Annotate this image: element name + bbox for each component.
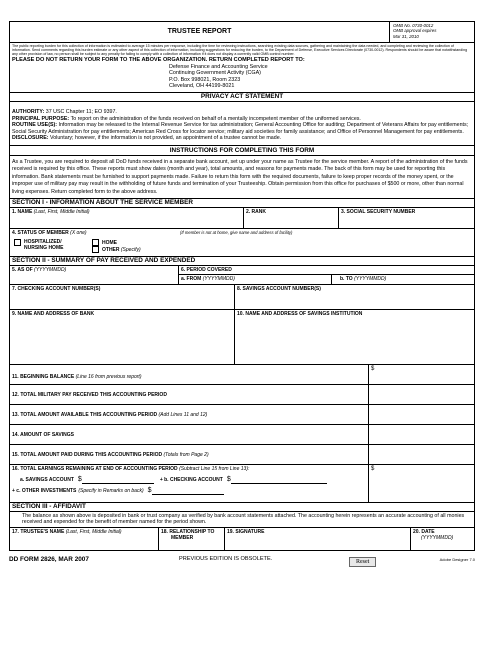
return-notice: PLEASE DO NOT RETURN YOUR FORM TO THE ABOVE ORGANIZATION. RETURN COMPLETED REPORT TO: bbox=[12, 57, 305, 64]
section-3-title: SECTION III - AFFIDAVIT bbox=[10, 502, 474, 511]
option-other[interactable] bbox=[92, 246, 141, 253]
signature-label: 19. SIGNATURE bbox=[227, 529, 265, 536]
disclosure-text: Voluntary; however, if the information is not provided, an appointment of a trustee cannot be made. bbox=[48, 135, 282, 142]
authority-text: 37 USC Chapter 11; EO 9397. bbox=[44, 109, 117, 116]
line-13-row bbox=[10, 404, 474, 424]
line-11-hint: (Line 16 from previous report) bbox=[75, 373, 142, 380]
address-line: Cleveland, OH 44199-8021 bbox=[169, 82, 235, 89]
line-15-label bbox=[10, 445, 368, 464]
burden-block bbox=[10, 42, 474, 92]
dollar-sign: $ bbox=[371, 465, 375, 472]
home-checkbox[interactable] bbox=[92, 239, 99, 246]
line-16-block bbox=[10, 465, 368, 502]
form-id: DD FORM 2826, MAR 2007 bbox=[9, 555, 89, 563]
omb-block bbox=[389, 22, 474, 42]
savings-number-label: 8. SAVINGS ACCOUNT NUMBER(S) bbox=[237, 285, 321, 292]
field-bank[interactable] bbox=[10, 310, 234, 364]
field-date[interactable] bbox=[410, 528, 474, 550]
privacy-text bbox=[10, 102, 474, 145]
line-16-text: 16. TOTAL EARNINGS REMAINING AT END OF ACCOUNTING PERIOD bbox=[12, 465, 178, 472]
line-12-row bbox=[10, 384, 474, 404]
field-trustee-name[interactable] bbox=[10, 528, 158, 550]
reset-button[interactable]: Reset bbox=[349, 557, 376, 567]
trustee-report-form bbox=[9, 21, 475, 566]
section-1-row-b bbox=[10, 228, 474, 256]
section-2-row-a bbox=[10, 265, 474, 284]
line-11-text: 11. BEGINNING BALANCE bbox=[12, 373, 75, 380]
to-label: b. TO bbox=[340, 275, 353, 282]
field-status-label: 4. STATUS OF MEMBER bbox=[12, 229, 69, 236]
from-label: a. FROM bbox=[181, 276, 202, 283]
routine-label: ROUTINE USE(S): bbox=[12, 122, 58, 129]
instructions-section bbox=[10, 145, 474, 198]
other-hint: (Specify) bbox=[120, 246, 141, 253]
disclosure-label: DISCLOSURE: bbox=[12, 135, 49, 142]
line-16-row bbox=[10, 464, 474, 502]
line-14-row bbox=[10, 424, 474, 444]
line-15-row bbox=[10, 444, 474, 464]
relationship-label: 18. RELATIONSHIP TO bbox=[161, 529, 215, 536]
line-15-text: 15. TOTAL AMOUNT PAID DURING THIS ACCOUNTING PERIOD bbox=[12, 451, 163, 458]
trustee-name-hint: (Last, First, Middle Initial) bbox=[65, 529, 122, 536]
line-16a-dollar: $ bbox=[77, 476, 82, 484]
facility-field[interactable] bbox=[178, 229, 474, 256]
line-13-text: 13. TOTAL AMOUNT AVAILABLE THIS ACCOUNTING PERIOD bbox=[12, 411, 158, 418]
form-title: TRUSTEE REPORT bbox=[167, 28, 232, 35]
field-ssn-label: 3. SOCIAL SECURITY NUMBER bbox=[341, 208, 416, 215]
option-home[interactable] bbox=[92, 239, 141, 246]
form-frame bbox=[9, 21, 475, 551]
routine-text: Information may be released to the Internal Revenue Service for tax administration; General Accounting Office for auditing; Department of Veterans Affairs for pay entitlements; Social Security Administration for pay entitlements; American Red Cross for locator service; military aid societies for family assistance; and Office of Personnel Management for pay entitlements. bbox=[12, 122, 469, 135]
from-hint: (YYYYMMDD) bbox=[202, 276, 235, 283]
affidavit-text: The balance as shown above is deposited in bank or trust company as verified by bank account statements attached. The accounting herein represents an accurate accounting of all monies received and expended for the benefit of member named for the period shown. bbox=[10, 511, 474, 528]
privacy-title: PRIVACY ACT STATEMENT bbox=[10, 93, 474, 102]
instructions-text: As a Trustee, you are required to deposit all DoD funds received in a separate bank account, set up under your name as Trustee for the service member. A report of the administration of the funds received is required by this office. These reports must show dates (month and year), total amounts, and reasons for payments made. The back of this form may be used for reporting this information. Bank statements must be furnished to support payments made. Failure to return this form with the required documents, failure to keep proper records of the money spent, or the improper use of military pay may result in the withholding of future funds and termination of your Trusteeship. Obtain permission from this office for purchases of $500 or more, other than normal living expenses. Return completed form to the above address. bbox=[12, 158, 468, 195]
dollar-sign: $ bbox=[371, 365, 375, 372]
section-1-row-a bbox=[10, 207, 474, 228]
home-label: HOME bbox=[102, 239, 117, 246]
field-signature[interactable] bbox=[224, 528, 410, 550]
field-period bbox=[178, 266, 474, 284]
line-16a-label: a. SAVINGS ACCOUNT bbox=[20, 477, 74, 484]
savings-institution-label: 10. NAME AND ADDRESS OF SAVINGS INSTITUTION bbox=[237, 310, 363, 317]
address-line: Defense Finance and Accounting Service bbox=[169, 64, 268, 71]
field-checking-number[interactable] bbox=[10, 285, 234, 309]
line-16c-label: + c. OTHER INVESTMENTS bbox=[12, 488, 77, 495]
field-rank[interactable] bbox=[243, 208, 338, 228]
obsolete-note: PREVIOUS EDITION IS OBSOLETE. bbox=[179, 556, 273, 563]
checking-number-label: 7. CHECKING ACCOUNT NUMBER(S) bbox=[12, 285, 101, 292]
field-ssn[interactable] bbox=[338, 208, 474, 228]
field-rank-label: 2. RANK bbox=[246, 208, 267, 215]
line-12-amount[interactable] bbox=[368, 385, 474, 404]
field-savings-institution[interactable] bbox=[234, 310, 474, 364]
section-2-row-c bbox=[10, 309, 474, 364]
as-of-label: 5. AS OF bbox=[12, 266, 33, 273]
date-label: 20. DATE bbox=[413, 529, 435, 536]
trustee-name-label: 17. TRUSTEE'S NAME bbox=[12, 529, 65, 536]
field-to[interactable] bbox=[331, 275, 474, 284]
other-label: OTHER bbox=[102, 246, 120, 253]
line-13-label bbox=[10, 405, 368, 424]
line-11-amount[interactable] bbox=[368, 365, 474, 384]
line-14-amount[interactable] bbox=[368, 425, 474, 444]
relationship-label-member: MEMBER bbox=[171, 535, 194, 542]
line-16-amount[interactable] bbox=[368, 465, 474, 502]
line-13-amount[interactable] bbox=[368, 405, 474, 424]
line-13-hint: (Add Lines 11 and 12) bbox=[158, 411, 208, 418]
reset-wrap bbox=[349, 550, 429, 568]
field-as-of[interactable] bbox=[10, 266, 178, 284]
line-11-row bbox=[10, 364, 474, 384]
line-16a-input[interactable] bbox=[82, 477, 154, 484]
purpose-text: To report on the administration of the funds received on behalf of a mentally incompetent member of the uniformed services. bbox=[69, 115, 361, 122]
field-status bbox=[10, 229, 178, 256]
as-of-hint: (YYYYMMDD) bbox=[34, 266, 67, 273]
date-hint: (YYYYMMDD) bbox=[421, 535, 454, 542]
designer-note: Adobe Designer 7.0 bbox=[439, 556, 475, 562]
address-line: Continuing Government Activity (CGA) bbox=[169, 70, 261, 77]
period-label: 6. PERIOD COVERED bbox=[181, 266, 232, 273]
line-11-label bbox=[10, 365, 368, 384]
field-name[interactable] bbox=[10, 208, 243, 228]
field-relationship[interactable] bbox=[158, 528, 224, 550]
omb-date: Mar 31, 2010 bbox=[393, 33, 419, 39]
line-12-label: 12. TOTAL MILITARY PAY RECEIVED THIS ACCOUNTING PERIOD bbox=[12, 391, 167, 398]
field-name-label: 1. NAME bbox=[12, 208, 33, 215]
line-15-hint: (Totals from Page 2) bbox=[163, 451, 209, 458]
section-1-title: SECTION I - INFORMATION ABOUT THE SERVICE MEMBER bbox=[10, 198, 474, 207]
omb-approval: OMB approval expires bbox=[393, 28, 437, 34]
form-header bbox=[10, 22, 474, 42]
field-savings-number[interactable] bbox=[234, 285, 474, 309]
line-15-amount[interactable] bbox=[368, 445, 474, 464]
nursing-home-label: NURSING HOME bbox=[24, 244, 64, 251]
to-hint: (YYYYMMDD) bbox=[354, 275, 387, 282]
line-16-hint: (Subtract Line 15 from Line 13): bbox=[179, 465, 250, 472]
line-16c-hint: (Specify in Remarks on back) bbox=[78, 488, 144, 495]
facility-note: (If member is not at home, give name and address of facility) bbox=[180, 229, 293, 235]
line-16b-label: + b. CHECKING ACCOUNT bbox=[159, 477, 223, 484]
hospitalized-label: HOSPITALIZED/ bbox=[24, 238, 62, 245]
line-16b-input[interactable] bbox=[231, 477, 327, 484]
instructions-title: INSTRUCTIONS FOR COMPLETING THIS FORM bbox=[10, 146, 474, 156]
field-name-hint: (Last, First, Middle Initial) bbox=[33, 208, 90, 215]
option-hospitalized[interactable] bbox=[12, 239, 92, 253]
field-from[interactable] bbox=[179, 276, 331, 282]
omb-number: OMB No. 0730-0012 bbox=[393, 23, 434, 28]
other-checkbox[interactable] bbox=[92, 246, 99, 253]
field-status-hint: (X one) bbox=[70, 229, 87, 236]
burden-text: The public reporting burden for this collection of information is estimated to average 15 minutes per response, including the time for reviewing instructions, searching existing data sources, gathering and maintaining the data needed, and completing and reviewing the collection of information. Send comments regarding this burden estimate or any other aspect of this collection of information, including suggestions for reducing the burden, to the Department of Defense, Executive Services Directorate (0730-0012). Respondents should be aware that notwithstanding any other provision of law, no person shall be subject to any penalty for failing to comply with a collection of information if it does not display a currently valid OMB control number. bbox=[12, 44, 468, 57]
section-2-row-b bbox=[10, 284, 474, 309]
authority-label: AUTHORITY: bbox=[12, 109, 45, 116]
address-line: P.O. Box 998021, Room 2323 bbox=[169, 76, 241, 83]
purpose-label: PRINCIPAL PURPOSE: bbox=[12, 115, 70, 122]
form-footer bbox=[9, 552, 475, 566]
line-16c-input[interactable] bbox=[152, 488, 224, 495]
line-14-label: 14. AMOUNT OF SAVINGS bbox=[12, 431, 74, 438]
hospitalized-checkbox[interactable] bbox=[14, 239, 21, 246]
bank-label: 9. NAME AND ADDRESS OF BANK bbox=[12, 310, 95, 317]
privacy-section bbox=[10, 92, 474, 145]
section-3-row bbox=[10, 527, 474, 550]
line-16b-dollar: $ bbox=[226, 476, 231, 484]
return-address bbox=[12, 64, 472, 91]
line-16c-dollar: $ bbox=[147, 487, 152, 495]
section-2-title: SECTION II - SUMMARY OF PAY RECEIVED AND EXPENDED bbox=[10, 256, 474, 265]
